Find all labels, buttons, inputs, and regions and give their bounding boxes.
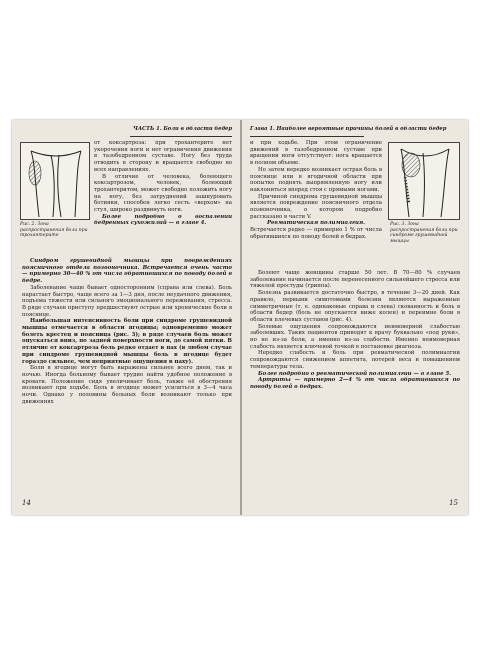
paragraph: Наибольшая интенсивность боли при синдроме грушевидной мышцы отмечается в области ягодицы; одновременно может болеть крестец и поясница (рис. 3); в ряде случаев боль может опускаться вниз, по задней поверхности ноги, до самой пятки. В отличие от коксартроза боль редко отдает в пах (в любом случае при синдроме грушевидной мышцы боль в ягодице будет гораздо сильнее, чем неприятные ощущения в паху).	[22, 318, 232, 365]
paragraph: от коксартроза: при трохантерите нет укорочения ноги и нет ограничения движения в тазобедренном суставе. Ногу без труда отводить в сторону и вращается свободно во всех направлениях.	[94, 140, 232, 173]
paragraph: Нередко слабость и боль при ревматической полимиалгии сопровождаются снижением аппетита, потерей веса и повышением температуры тела.	[250, 350, 460, 370]
paragraph: Причиной синдрома грушевидной мышцы является повреждение поясничного отдела позвоночника, о котором подробно рассказано в части V.	[250, 193, 382, 220]
paragraph: В отличие от человека, болеющего коксартрозом, человек, болеющий трохантеритом, может свободно положить ногу на ногу, без затруднений зашнуровать ботинки, способен легко сесть «верхом» на стул, широко раздвинуть ноги.	[94, 173, 232, 214]
running-head: Глава 1. Наиболее вероятные причины болей в области бедер	[250, 126, 364, 137]
running-head: ЧАСТЬ 1. Боли в области бедер	[130, 126, 232, 137]
figure-buttock-illustration	[388, 142, 460, 220]
page-number: 15	[449, 499, 458, 507]
right-column-text-top	[250, 140, 382, 241]
section-paragraph: Синдром грушевидной мышцы при повреждениях поясничного отдела позвоночника. Встречается очень часто — примерно 30—40 % от числа обратившихся по поводу болей в бедре.	[22, 258, 232, 285]
paragraph: Боли в ягодице могут быть выражены сильнее всего днем, так и ночью. Иногда больному бывает трудно найти удобное положение в кровати. Положение сидя увеличивает боль, также её обострения возникают при ходьбе. Боль в ягодице может усилиться в 3—4 часа ночи. Однако у половины больных боли возникают только при движениях	[22, 365, 232, 405]
page-number: 14	[22, 499, 31, 507]
book-spread	[12, 120, 468, 515]
right-column-text-bottom	[250, 270, 460, 391]
figure-hip-illustration	[20, 142, 90, 220]
section-heading: Ревматическая полимиалгия.	[266, 220, 366, 227]
right-page	[242, 120, 468, 515]
cross-reference: Более подробно о воспалении бедренных сухожилий — в главе 4.	[94, 213, 232, 227]
section-paragraph: Артриты — примерно 2—4 % от числа обратившихся по поводу болей в бедрах.	[250, 377, 460, 390]
paragraph: Встречается редко — примерно 1 % от числа обратившихся по поводу болей в бедрах.	[250, 227, 382, 240]
figure-caption: Рис. 3. Зона распространения боли при синдроме грушевидной мышцы	[390, 222, 458, 244]
cross-reference: Более подробно о ревматической полимиалгии — в главе 5.	[258, 370, 452, 377]
paragraph: Болевые ощущения сопровождаются неимоверной слабостью заболевших. Таких пациентов приводят к врачу буквально «под руки», но не из-за боли, а именно из-за слабости. Именно неимоверная слабость является ключевой точкой в постановке диагноза.	[250, 323, 460, 350]
left-column-text-bottom	[22, 258, 232, 405]
legs-illustration	[21, 143, 89, 219]
legs-back-illustration	[389, 143, 459, 219]
figure-caption: Рис. 2. Зона распространения боли при трохантерите	[20, 222, 88, 239]
left-column-text-top	[94, 140, 232, 227]
paragraph: Болеют чаще женщины старше 50 лет. В 70—80 % случаев заболевание начинается после перенесенного сильнейшего стресса или тяжелой простуды (гриппа).	[250, 270, 460, 290]
paragraph: и при ходьбе. При этом ограничение движений в тазобедренном суставе при вращении ноги отсутствует: нога вращается в полном объеме.	[250, 140, 382, 167]
left-page	[12, 120, 240, 515]
paragraph: Болезнь развивается достаточно быстро, в течение 3—20 дней. Как правило, первыми симптомами болезни являются выраженные симметричные (т. е. одинаковые справа и слева) скованность и боль в области бедер (боль не опускается ниже колен) и переимне боли в области плечевых суставов (рис. 4).	[250, 290, 460, 323]
paragraph: Но затем нередко возникает острая боль в пояснице или в ягодичной области при попытке поднять выпрямленную ногу или наклониться вперед стоя с прямыми ногами.	[250, 166, 382, 193]
paragraph: Заболевание чаще бывает односторонним (справа или слева). Боль нарастает быстро, чаще всего за 1—3 дня, после неудачного движения, подъема тяжести или сильного эмоционального переживания, стресса. В ряде случаев приступу предшествуют острые или хронические боли в пояснице.	[22, 284, 232, 318]
